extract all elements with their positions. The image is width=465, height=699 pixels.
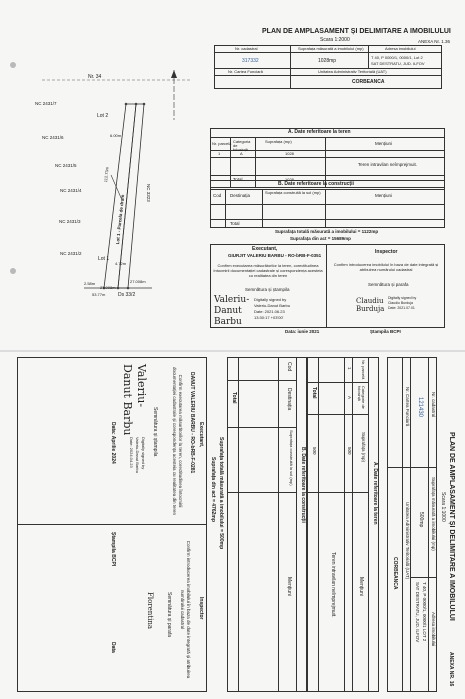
signature-name: Florentina: [146, 592, 154, 630]
digital-signature-text: Digitally signed by: [254, 297, 287, 302]
page-title: PLAN DE AMPLASAMENT ȘI DELIMITARE A IMOBILULUI: [262, 28, 451, 35]
construction-data-table: [227, 357, 307, 692]
column-header: Nr. parcelă: [361, 360, 366, 380]
column-header: Suprafața construită la sol (mp): [289, 430, 294, 486]
measurement-label: 53.77m: [92, 292, 106, 297]
section-title: B. Date referitoare la construcții: [300, 447, 306, 523]
stamp-label: Ștampila BCPI: [370, 329, 401, 334]
header-label: Nr. Cartea Funciară: [405, 387, 410, 427]
header-label: Nr. Cartea Funciară: [228, 69, 263, 74]
signature-name: Barbu: [214, 317, 242, 327]
signature-caption: Semnătura și ștampila: [245, 287, 290, 292]
digital-signature-text: Date: 2024.04.23: [129, 437, 134, 468]
neighbor-parcel-label: NC 2431/7: [35, 101, 57, 106]
signature-caption: Semnătura și ștampila: [152, 407, 158, 457]
neighbor-parcel-label: NC 2431/4: [60, 188, 82, 193]
neighbor-parcel-label: NC 2431/6: [42, 135, 64, 140]
column-header: Mențiuni: [375, 193, 393, 198]
rotated-page: [0, 352, 465, 699]
measurement-label: 4.72m: [115, 261, 127, 266]
parcel-label: Nr. 34: [88, 74, 102, 80]
measurement-label: 112.73m: [103, 166, 110, 183]
column-header: Cod: [286, 362, 292, 372]
table-cell: 1: [347, 367, 352, 370]
digital-signature-text: Date: 2021.06.23: [254, 309, 285, 314]
column-header: Suprafața (mp): [265, 139, 292, 144]
column-header: Suprafața (mp): [361, 432, 366, 463]
header-label: Suprafața măsurată a imobilului (mp): [298, 46, 364, 51]
executant-statement: Confirm executarea măsurătorilor la teren, corectitudinea întocmirii documentației cadastrale și corespondența acesteia cu realitatea din teren: [213, 263, 323, 278]
date-label: Data: iunie 2021: [285, 329, 320, 334]
executant-name: GIURJIT VALERIU BARBU - RO-bRB-F-0351: [228, 253, 322, 258]
address-line: T 40, P 0000/1, 0000/1, Lot 2: [371, 55, 423, 60]
table-cell: 1: [218, 151, 221, 156]
neighbor-parcel-label: NC 2431/3: [59, 219, 81, 224]
header-label: Unitatea Administrativ Teritorială (UAT): [318, 69, 387, 74]
site-plan-drawing: [14, 40, 214, 302]
inspector-label: Inspector: [198, 597, 204, 620]
scale-label: Scara 1:2000: [320, 37, 350, 43]
executant-label: Executant,: [198, 422, 204, 448]
annex-label: ANEXA Nr. 1.36: [418, 39, 451, 44]
stamp-label: Ștampila BCPI: [110, 532, 116, 567]
uat-value: CORBEANCA: [352, 79, 385, 85]
section-title: A. Date referitoare la teren: [288, 129, 351, 135]
signature-name: Valeriu-: [135, 364, 148, 408]
area-value: 1028mp: [318, 58, 337, 64]
deed-area-text: Suprafața din act = 15689mp: [290, 236, 351, 241]
date-label: Data: Aprilie 2024: [110, 422, 116, 464]
column-header: Categoria de folosință: [233, 139, 251, 152]
table-cell: 1028: [285, 151, 294, 156]
header-label: Nr. cadastral: [431, 392, 436, 418]
executant-statement: Confirm executarea măsurătorilor la teren, corectitudinea întocmirii documentației cadastrale și corespondența acesteia cu realitatea din teren: [172, 366, 183, 516]
uat-value: CORBEANCA: [392, 557, 398, 590]
neighbor-parcel-label: NC 2431/2: [60, 251, 82, 256]
header-info-table: [387, 357, 437, 692]
measurement-label: 27.008m: [130, 279, 146, 284]
column-header: Suprafața construită la sol (mp): [265, 190, 321, 195]
header-label: Unitatea Administrativ Teritorială (UAT): [405, 502, 410, 580]
address-line: SAT DESTRATU, JUD. ILFOV: [415, 582, 420, 643]
inspector-label: Inspector: [375, 249, 398, 255]
inspector-statement: Confirm introducerea imobilului în baza de date integrată și atribuirea numărului cadastral: [180, 540, 191, 679]
column-header: Categorie de folosință: [357, 386, 366, 409]
inspector-statement: Confirm introducerea imobilului în baza de date integrată și atribuirea numărului cadastral: [333, 262, 439, 272]
table-cell: Total: [311, 387, 317, 399]
lot-label: Lot 1: [98, 256, 110, 262]
table-cell: Total: [233, 177, 243, 182]
executant-name: DANUT VALERIU BARBU - RO-bRB-F-0281: [189, 372, 195, 474]
measurement-label: 27.008m: [100, 285, 116, 290]
cadastral-plan-sheet-2024: [0, 352, 465, 699]
signature-name: Burduja: [356, 305, 385, 313]
cadastral-number: 317332: [242, 58, 259, 64]
table-cell: Teren intravilan neîmprejmuit.: [330, 552, 336, 618]
header-label: Adresa imobilului: [385, 46, 416, 51]
area-value: 500mp: [418, 512, 424, 528]
total-area-text: Suprafața totală măsurată a imobilului = 1122mp: [275, 229, 379, 234]
signature-name: Danut Barbu: [121, 364, 134, 436]
signature-caption: Semnătura și parafa: [166, 592, 172, 638]
cadastral-number: 121430: [417, 397, 423, 418]
column-header: Cod: [213, 193, 222, 198]
digital-signature-text: 13:30:17 +03'00': [254, 315, 284, 320]
neighbor-parcel-label: NC 3323: [146, 184, 151, 202]
column-header: Nr. parcelă: [212, 141, 232, 146]
signature-name: Danut: [214, 306, 242, 316]
digital-signature-text: Digitally signed by: [388, 296, 417, 300]
table-cell: Teren intravilan neîmprejmuit.: [358, 162, 418, 167]
address-line: T 40, P 0000/1, 0000/1 LOT 2: [422, 582, 427, 642]
table-cell: Total: [231, 392, 237, 404]
section-title: A. Date referitoare la teren: [372, 462, 378, 525]
signature-caption: Semnătura și parafa: [368, 282, 409, 287]
digital-signature-text: Claudiu Burduja: [388, 301, 413, 305]
header-label: Nr. cadastral: [235, 46, 258, 51]
road-label: Ds 33/2: [118, 292, 136, 298]
measurement-label: 2.58m: [84, 281, 96, 286]
digital-signature-text: Date: 2021.07.01: [388, 306, 415, 310]
table-cell: 500: [312, 447, 317, 455]
column-header: Destinația: [230, 193, 251, 198]
date-label: Data: [110, 642, 116, 653]
table-cell: Total: [230, 221, 240, 226]
address-line: SAT DESTRATU, JUD. ILFOV: [371, 61, 425, 66]
north-arrow-icon: [171, 70, 177, 78]
executant-label: Executant,: [252, 246, 278, 252]
header-label: Adresa imobilului: [431, 612, 436, 647]
road-parcel-label: Lot 1 - Parcela de drum: [115, 194, 126, 245]
page-title: PLAN DE AMPLASAMENT ȘI DELIMITARE A IMOBILULUI: [448, 432, 455, 621]
table-cell: A: [240, 151, 243, 156]
annex-label: ANEXA NR. 16: [448, 652, 454, 687]
column-header: Destinația: [286, 388, 292, 411]
column-header: Mențiuni: [358, 577, 364, 596]
lot-label: Lot 2: [97, 113, 109, 119]
neighbor-parcel-label: NC 2431/5: [55, 163, 77, 168]
digital-signature-text: Digitally signed by: [141, 437, 146, 470]
signature-name: Claudiu: [356, 297, 384, 305]
digital-signature-text: Valeriu-Danut Barbu: [135, 437, 140, 473]
deed-area-text: Suprafața din act = 4762mp: [210, 457, 216, 522]
header-label: Suprafața măsurată a imobilului (mp): [431, 477, 436, 551]
table-cell: 500: [347, 447, 352, 455]
signature-name: Valeriu-: [214, 295, 250, 305]
table-cell: 1028: [285, 177, 294, 182]
table-cell: A: [347, 396, 352, 400]
section-title: B. Date referitoare la construcții: [278, 181, 354, 187]
digital-signature-text: Valeriu-Danut Barbu: [254, 303, 290, 308]
scale-label: Scara 1:1000: [440, 492, 446, 522]
measurement-label: 6.00m: [110, 133, 122, 138]
total-area-text: Suprafața totală măsurată a imobilului = 500mp: [218, 437, 224, 550]
column-header: Mențiuni: [286, 577, 292, 596]
column-header: Mențiuni: [375, 141, 393, 146]
